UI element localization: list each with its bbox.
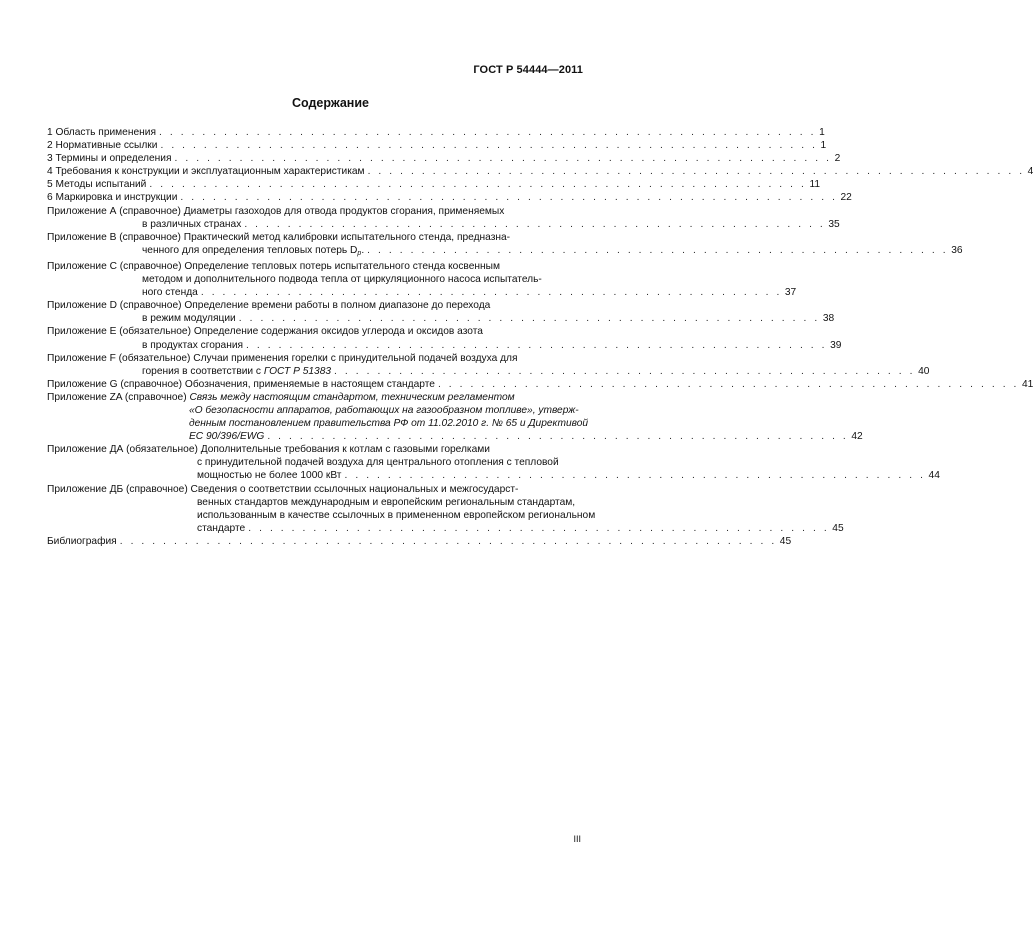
toc-page-number: 45 [832,522,844,534]
toc-leader-dots: . . . . . . . . . . . . . . . . . . . . . . . . . . . . . . . . . . . . . . . . . . . . . . . . . . . . . . [334,365,916,377]
toc-entry-text-cont: в режим модуляции [142,313,236,325]
toc-leader-dots: . . . . . . . . . . . . . . . . . . . . . . . . . . . . . . . . . . . . . . . . . . . . . . . . . . . . . . [244,218,826,230]
toc-entry-text-cont [142,365,331,378]
toc-leader-dots: . . . . . . . . . . . . . . . . . . . . . . . . . . . . . . . . . . . . . . . . . . . . . . . . . . . . . . . . . . . . . [158,127,817,138]
toc-standard-reference: ГОСТ Р 51383 [263,365,332,377]
toc-entry-text: Приложение В (справочное) Практический метод калибровки испытательного стенда, предназна- [47,231,511,243]
toc-entry-text: Приложение ДБ (справочное) Сведения о соответствии ссылочных национальных и межгосударст- [47,483,519,495]
toc-page-number: 35 [828,218,840,230]
toc-entry-text: Приложение С (справочное) Определение тепловых потерь испытательного стенда косвенным [47,260,500,272]
toc-page-number: 2 [834,153,841,165]
toc-page-number: 36 [951,244,963,256]
toc-entry-text: Приложение ДА (обязательное) Дополнительные требования к котлам с газовыми горелками [47,444,490,456]
toc-entry-annex-db[interactable] [47,483,844,535]
toc-leader-dots: . . . . . . . . . . . . . . . . . . . . . . . . . . . . . . . . . . . . . . . . . . . . . . . . . . . . . . [248,522,830,534]
toc-entry-section-2[interactable] [47,139,827,152]
toc-entry-text-cont: стандарте [197,522,246,534]
toc-page-number: 41 [1022,378,1033,390]
toc-entry-text-cont: венных стандартов международным и европейским региональным стандартам, [197,496,576,508]
page-title: Содержание [291,96,369,110]
toc-page-number: 1 [820,140,827,152]
toc-page-number: 44 [928,470,940,482]
toc-entry-section-1[interactable] [47,126,825,139]
toc-leader-dots: . . . . . . . . . . . . . . . . . . . . . . . . . . . . . . . . . . . . . . . . . . . . . . . . . . . . . . . . . . . . . [149,179,807,191]
toc-leader-dots: . . . . . . . . . . . . . . . . . . . . . . . . . . . . . . . . . . . . . . . . . . . . . . . . . . . . . . . . . . . . . [367,166,1025,178]
toc-entry-text [47,391,584,404]
toc-entry-annex-f[interactable] [47,352,930,378]
toc-entry-text-part: ченного для определения тепловых потерь D [142,244,358,256]
toc-entry-section-3[interactable] [47,152,841,165]
toc-entry-text-part: . [361,244,365,256]
toc-entry-text-cont: денным постановлением правительства РФ от 11.02.2010 г. № 65 и Директивой [189,418,589,430]
toc-entry-text: Приложение Е (обязательное) Определение содержания оксидов углерода и оксидов азота [47,326,483,338]
toc-entry-annex-d[interactable] [47,299,835,325]
toc-subscript: p [357,249,362,257]
toc-page-number: 4 [1027,166,1033,178]
toc-leader-dots: . . . . . . . . . . . . . . . . . . . . . . . . . . . . . . . . . . . . . . . . . . . . . . . . . . . . . . . . . . . . . [180,192,838,204]
toc-entry-text-part: Приложение ZA (справочное) [47,391,190,403]
toc-leader-dots: . . . . . . . . . . . . . . . . . . . . . . . . . . . . . . . . . . . . . . . . . . . . . . . . . . . . . . . . . . . . . [160,140,818,152]
toc-page-number: 42 [851,431,863,443]
toc-entry-text-cont [142,244,364,260]
toc-entry-text-cont: ного стенда [142,287,198,299]
toc-entry-text: 4 Требования к конструкции и эксплуатационным характеристикам [47,166,365,178]
toc-entry-text-cont: ЕС 90/396/EWG [189,431,265,443]
toc-page-number: 37 [784,287,797,299]
toc-entry-annex-a[interactable] [47,205,840,231]
toc-page-number: 1 [819,127,825,138]
toc-entry-text: Приложение D (справочное) Определение времени работы в полном диапазоне до перехода [47,300,491,312]
toc-page-number: 40 [918,365,930,377]
toc-entry-text: 1 Область применения [47,127,156,138]
toc-entry-section-5[interactable] [47,178,821,191]
toc-entry-text-cont: использованным в качестве ссылочных в примененном европейском региональном [197,509,596,521]
toc-entry-annex-da[interactable] [47,443,940,482]
toc-entry-text: 3 Термины и определения [47,153,172,165]
toc-entry-text: 5 Методы испытаний [47,179,147,191]
toc-leader-dots: . . . . . . . . . . . . . . . . . . . . . . . . . . . . . . . . . . . . . . . . . . . . . . . . . . . . . . [437,378,1019,390]
toc-leader-dots: . . . . . . . . . . . . . . . . . . . . . . . . . . . . . . . . . . . . . . . . . . . . . . . . . . . . . . . . . . . . . [174,153,832,165]
toc-entry-bibliography[interactable] [47,535,792,548]
toc-entry-text: Библиография [47,535,117,547]
toc-entry-text: Приложение А (справочное) Диаметры газоходов для отвода продуктов сгорания, применяемых [47,205,505,217]
toc-entry-annex-za[interactable] [47,391,863,443]
toc-entry-text-cont: в различных странах [142,218,242,230]
toc-entry-section-4[interactable] [47,165,1033,178]
toc-page-number: 11 [809,179,821,191]
toc-entry-text: Приложение F (обязательное) Случаи применения горелки с принудительной подачей воздуха для [47,352,518,364]
toc-entry-text: 2 Нормативные ссылки [47,140,158,152]
toc-page-number: 39 [830,339,842,351]
toc-leader-dots: . . . . . . . . . . . . . . . . . . . . . . . . . . . . . . . . . . . . . . . . . . . . . . . . . . . . . . . . . . . . . [119,535,777,547]
toc-leader-dots: . . . . . . . . . . . . . . . . . . . . . . . . . . . . . . . . . . . . . . . . . . . . . . . . . . . . . . [344,470,926,482]
toc-entry-text-part: горения в соответствии с [142,365,264,377]
table-of-contents [47,126,1033,548]
toc-entry-text-cont: методом и дополнительного подвода тепла от циркуляционного насоса испытатель- [142,274,542,286]
toc-entry-text-part: Связь между настоящим стандартом, техническим регламентом [189,391,515,403]
toc-entry-annex-e[interactable] [47,325,842,351]
toc-entry-text-cont: с принудительной подачей воздуха для центрального отопления с тепловой [197,457,559,469]
document-number-header: ГОСТ Р 54444—2011 [473,64,583,76]
toc-entry-text: Приложение G (справочное) Обозначения, применяемые в настоящем стандарте [47,378,435,390]
page-number: III [573,834,581,844]
toc-entry-annex-c[interactable] [47,260,797,299]
toc-page-number: 38 [822,313,835,325]
toc-page-number: 45 [779,535,792,547]
toc-leader-dots: . . . . . . . . . . . . . . . . . . . . . . . . . . . . . . . . . . . . . . . . . . . . . . . . . . . . . . [367,244,949,256]
toc-entry-annex-g[interactable] [47,378,1033,391]
toc-leader-dots: . . . . . . . . . . . . . . . . . . . . . . . . . . . . . . . . . . . . . . . . . . . . . . . . . . . . . . [238,313,820,325]
toc-entry-text: 6 Маркировка и инструкции [47,192,178,204]
toc-leader-dots: . . . . . . . . . . . . . . . . . . . . . . . . . . . . . . . . . . . . . . . . . . . . . . . . . . . . . . [267,431,849,443]
toc-entry-text-cont: мощностью не более 1000 кВт [197,470,342,482]
toc-leader-dots: . . . . . . . . . . . . . . . . . . . . . . . . . . . . . . . . . . . . . . . . . . . . . . . . . . . . . . [200,287,782,299]
toc-page-number: 22 [840,192,852,204]
toc-leader-dots: . . . . . . . . . . . . . . . . . . . . . . . . . . . . . . . . . . . . . . . . . . . . . . . . . . . . . . [246,339,828,351]
toc-entry-text-cont: в продуктах сгорания [142,339,244,351]
toc-entry-text-cont: «О безопасности аппаратов, работающих на газообразном топливе», утверж- [189,404,579,416]
toc-entry-section-6[interactable] [47,191,852,204]
toc-entry-annex-b[interactable] [47,231,963,260]
